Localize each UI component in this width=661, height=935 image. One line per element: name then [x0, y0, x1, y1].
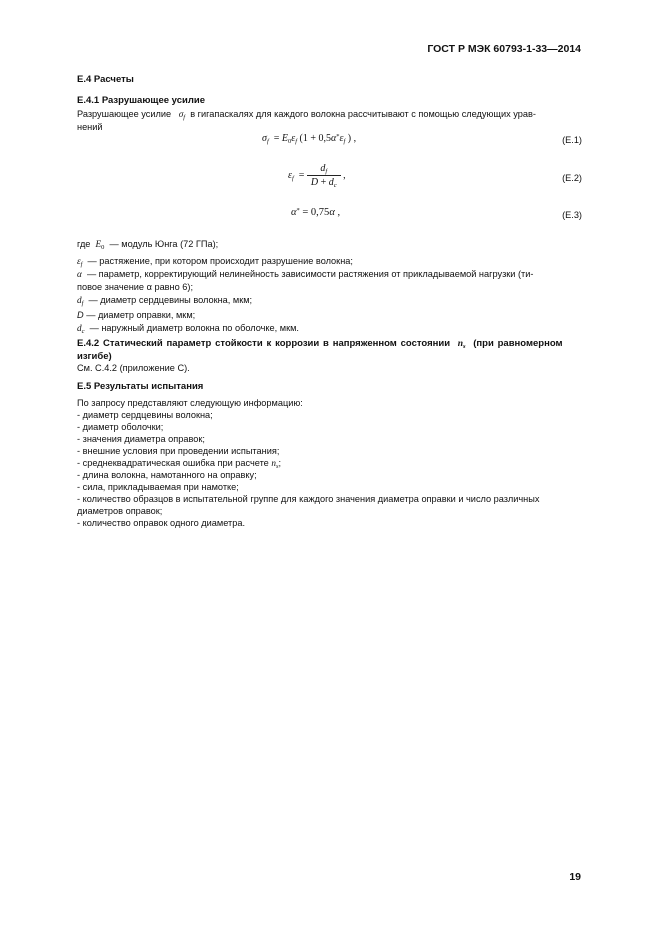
section-e4-title: Е.4 Расчеты: [77, 74, 134, 85]
list-item-rms: - среднеквадратическая ошибка при расчете $n_s$;: [77, 458, 282, 470]
list-item: - количество образцов в испытательной группе для каждого значения диаметра оправки и число различных: [77, 494, 540, 504]
list-item: - количество оправок одного диаметра.: [77, 518, 246, 528]
section-e42-title: Е.4.2 Статический параметр стойкости к коррозии в напряженном состоянии $n_s$ (при равномерном: [77, 338, 563, 350]
section-e42-reference: См. С.4.2 (приложение С).: [77, 363, 190, 373]
section-e41-intro-cont: нений: [77, 122, 103, 132]
list-item: - значения диаметра оправок;: [77, 434, 205, 444]
definition-alpha-cont: повое значение α равно 6);: [77, 282, 194, 292]
equation-e2-number: (Е.2): [562, 173, 582, 183]
definition-alpha: α — параметр, корректирующий нелинейность зависимости растяжения от прикладываемой нагрузки (ти-: [77, 269, 534, 279]
equation-e1-number: (Е.1): [562, 135, 582, 145]
document-header: ГОСТ Р МЭК 60793-1-33—2014: [427, 43, 581, 55]
section-e41-title: Е.4.1 Разрушающее усилие: [77, 95, 205, 106]
section-e41-intro: Разрушающее усилие $\sigma_f$ в гигапаскалях для каждого волокна рассчитывают с помощью следующих урав-: [77, 109, 536, 121]
page-number: 19: [569, 871, 581, 883]
definition-epsilon: $\varepsilon_f$ — растяжение, при котором происходит разрушение волокна;: [77, 256, 353, 268]
equation-e3: α* = 0,75α ,: [291, 207, 341, 218]
definition-e0: где $E_0$ — модуль Юнга (72 ГПа);: [77, 239, 219, 251]
section-e42-title-cont: изгибе): [77, 351, 112, 362]
definition-dc: $d_c$ — наружный диаметр волокна по оболочке, мкм.: [77, 323, 299, 335]
list-item: - длина волокна, намотанного на оправку;: [77, 470, 257, 480]
list-item: - внешние условия при проведении испытания;: [77, 446, 280, 456]
list-item: - сила, прикладываемая при намотке;: [77, 482, 239, 492]
definition-df: $d_f$ — диаметр сердцевины волокна, мкм;: [77, 295, 253, 307]
section-e5-title: Е.5 Результаты испытания: [77, 381, 204, 392]
section-e5-intro: По запросу представляют следующую информацию:: [77, 398, 303, 408]
equation-e3-number: (Е.3): [562, 210, 582, 220]
equation-e2: $\varepsilon_f$ = $\frac{d_f}{D + d_c}$ ,: [288, 163, 346, 189]
list-item: - диаметр сердцевины волокна;: [77, 410, 213, 420]
definition-d: D — диаметр оправки, мкм;: [77, 310, 196, 320]
equation-e1: $\sigma_f = E_0\varepsilon_f$ ($1 + 0,5\alpha^*\varepsilon_f$ ) ,: [262, 133, 357, 145]
list-item-cont: диаметров оправок;: [77, 506, 163, 516]
list-item: - диаметр оболочки;: [77, 422, 164, 432]
